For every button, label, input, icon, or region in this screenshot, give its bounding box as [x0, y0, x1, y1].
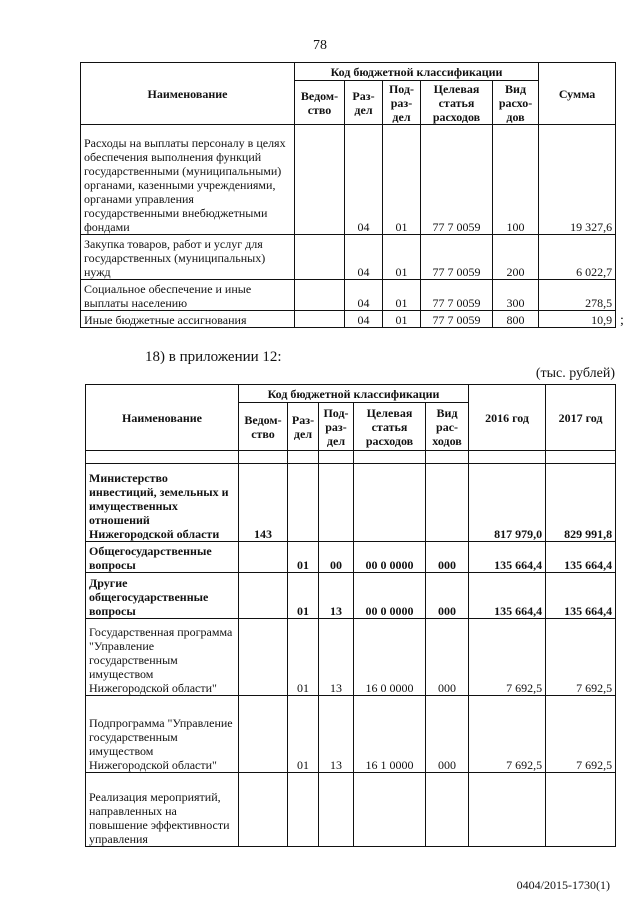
table-row [86, 542, 616, 573]
cell-vedom [295, 125, 345, 235]
header-razdel: Раз-дел [288, 403, 319, 451]
cell-2016: 135 664,4 [469, 542, 546, 573]
blank-row [86, 451, 616, 464]
cell-podrazdel: 13 [319, 619, 354, 696]
cell-name: Социальное обеспечение и иные выплаты населению [81, 280, 295, 311]
header-name: Наименование [81, 63, 295, 125]
header-vid: Вид расхо-дов [493, 81, 539, 125]
cell-name: Государственная программа "Управление государственным имуществом Нижегородской области" [86, 619, 239, 696]
header-vedom: Ведом-ство [239, 403, 288, 451]
cell-vedom [295, 311, 345, 328]
header-razdel: Раз-дел [345, 81, 383, 125]
cell-2017: 135 664,4 [546, 573, 616, 619]
cell-2016: 7 692,5 [469, 696, 546, 773]
cell-target: 77 7 0059 [421, 311, 493, 328]
units-label: (тыс. рублей) [535, 366, 615, 381]
cell-vid: 100 [493, 125, 539, 235]
section-intro: 18) в приложении 12: [145, 349, 282, 365]
table-appendix-12 [85, 384, 616, 847]
cell-razdel: 04 [345, 235, 383, 280]
cell-2016: 817 979,0 [469, 464, 546, 542]
cell-name: Расходы на выплаты персоналу в целях обеспечения выполнения функций государственными (муниципальными) органами, казенными учреждениями, органами управления государственными внебюджетными фондами [81, 125, 295, 235]
table-row [81, 125, 616, 235]
table-row [81, 280, 616, 311]
cell-razdel: 01 [288, 619, 319, 696]
cell-vid [426, 464, 469, 542]
cell-podrazdel [319, 773, 354, 847]
cell-vedom [295, 235, 345, 280]
cell-vedom [239, 542, 288, 573]
cell-name: Иные бюджетные ассигнования [81, 311, 295, 328]
trailing-semicolon: ; [620, 313, 624, 328]
cell-vid: 000 [426, 619, 469, 696]
header-target: Целевая статья расходов [354, 403, 426, 451]
cell-vid: 000 [426, 573, 469, 619]
cell-target: 16 0 0000 [354, 619, 426, 696]
cell-target: 00 0 0000 [354, 542, 426, 573]
cell-target [354, 773, 426, 847]
cell-target: 77 7 0059 [421, 235, 493, 280]
table-row [86, 464, 616, 542]
cell-podrazdel: 01 [383, 311, 421, 328]
cell-podrazdel: 00 [319, 542, 354, 573]
cell-name: Закупка товаров, работ и услуг для государственных (муниципальных) нужд [81, 235, 295, 280]
cell-vedom [239, 619, 288, 696]
table-row [86, 773, 616, 847]
cell-podrazdel: 13 [319, 696, 354, 773]
cell-2017 [546, 773, 616, 847]
page-number: 78 [313, 38, 327, 53]
header-2016: 2016 год [469, 385, 546, 451]
header-podrazdel: Под-раз-дел [383, 81, 421, 125]
cell-vid [426, 773, 469, 847]
cell-razdel [288, 773, 319, 847]
cell-2017: 7 692,5 [546, 619, 616, 696]
table-row [81, 311, 616, 328]
cell-sum: 10,9 [539, 311, 616, 328]
cell-name: Подпрограмма "Управление государственным имуществом Нижегородской области" [86, 696, 239, 773]
cell-2016: 135 664,4 [469, 573, 546, 619]
header-vid: Вид рас-ходов [426, 403, 469, 451]
cell-target [354, 464, 426, 542]
cell-target: 77 7 0059 [421, 280, 493, 311]
table-expenses-continued [80, 62, 616, 328]
cell-2017: 135 664,4 [546, 542, 616, 573]
cell-vedom [239, 696, 288, 773]
cell-name: Министерство инвестиций, земельных и имущественных отношений Нижегородской области [86, 464, 239, 542]
cell-podrazdel [319, 464, 354, 542]
cell-razdel: 04 [345, 280, 383, 311]
cell-2016: 7 692,5 [469, 619, 546, 696]
cell-razdel: 01 [288, 542, 319, 573]
cell-vid: 200 [493, 235, 539, 280]
cell-podrazdel: 01 [383, 280, 421, 311]
header-code-group: Код бюджетной классификации [239, 385, 469, 403]
cell-vid: 800 [493, 311, 539, 328]
cell-vedom [239, 773, 288, 847]
cell-name: Общегосударственные вопросы [86, 542, 239, 573]
table-row [86, 696, 616, 773]
cell-razdel: 01 [288, 573, 319, 619]
cell-target: 16 1 0000 [354, 696, 426, 773]
cell-target: 00 0 0000 [354, 573, 426, 619]
cell-name: Реализация мероприятий, направленных на повышение эффективности управления [86, 773, 239, 847]
table-row [81, 235, 616, 280]
cell-vid: 000 [426, 696, 469, 773]
cell-2017: 7 692,5 [546, 696, 616, 773]
header-target: Целевая статья расходов [421, 81, 493, 125]
cell-podrazdel: 01 [383, 125, 421, 235]
document-code: 0404/2015-1730(1) [516, 878, 610, 892]
header-vedom: Ведом-ство [295, 81, 345, 125]
cell-vedom: 143 [239, 464, 288, 542]
cell-razdel: 04 [345, 311, 383, 328]
header-code-group: Код бюджетной классификации [295, 63, 539, 81]
header-2017: 2017 год [546, 385, 616, 451]
header-sum: Сумма [539, 63, 616, 125]
cell-2016 [469, 773, 546, 847]
header-podrazdel: Под-раз-дел [319, 403, 354, 451]
table-row [86, 573, 616, 619]
cell-sum: 278,5 [539, 280, 616, 311]
cell-name: Другие общегосударственные вопросы [86, 573, 239, 619]
cell-razdel [288, 464, 319, 542]
cell-podrazdel: 13 [319, 573, 354, 619]
cell-vedom [239, 573, 288, 619]
table-row [86, 619, 616, 696]
header-name: Наименование [86, 385, 239, 451]
cell-sum: 6 022,7 [539, 235, 616, 280]
cell-sum: 19 327,6 [539, 125, 616, 235]
cell-podrazdel: 01 [383, 235, 421, 280]
cell-razdel: 04 [345, 125, 383, 235]
cell-vid: 000 [426, 542, 469, 573]
cell-target: 77 7 0059 [421, 125, 493, 235]
cell-vedom [295, 280, 345, 311]
cell-vid: 300 [493, 280, 539, 311]
cell-razdel: 01 [288, 696, 319, 773]
cell-2017: 829 991,8 [546, 464, 616, 542]
